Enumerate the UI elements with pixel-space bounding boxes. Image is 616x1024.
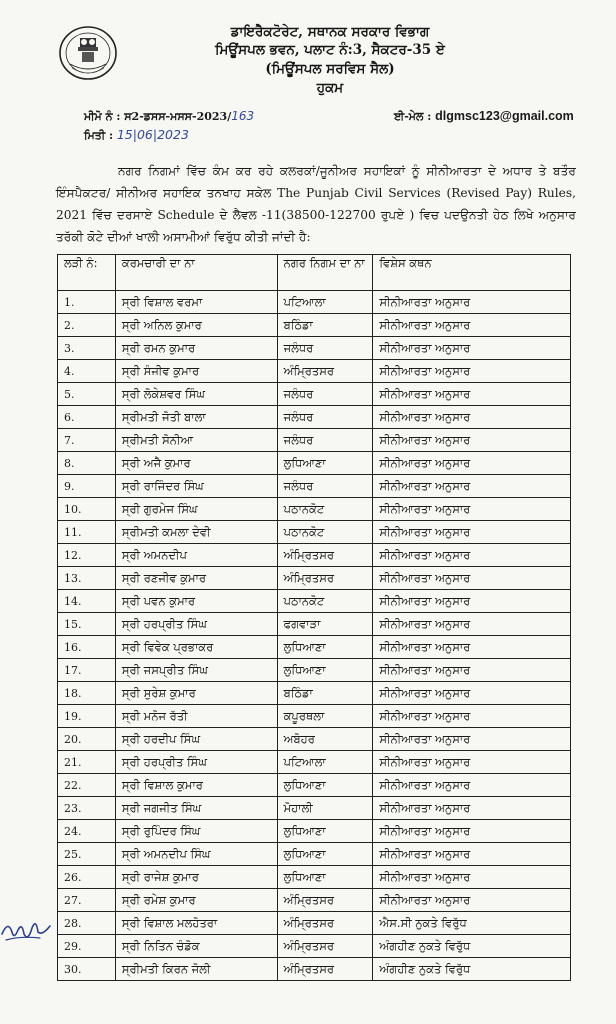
corporation-cell: ਲੁਧਿਆਣਾ: [277, 774, 373, 797]
remarks-cell: ਸੀਨੀਆਰਤਾ ਅਨੁਸਾਰ: [373, 797, 571, 820]
serial-cell: 23.: [58, 797, 116, 820]
employee-name-cell: ਸ੍ਰੀ ਅਜੈ ਕੁਮਾਰ: [115, 452, 277, 475]
employee-name-cell: ਸ੍ਰੀ ਮਨੋਜ ਰੱਤੀ: [115, 705, 277, 728]
serial-cell: 28.: [58, 912, 116, 935]
corporation-cell: ਪਠਾਨਕੋਟ: [277, 590, 373, 613]
corporation-cell: ਜਲੰਧਰ: [277, 406, 373, 429]
table-row: [58, 521, 571, 544]
remarks-cell: ਅੰਗਹੀਣ ਨੁਕਤੇ ਵਿਰੁੱਧ: [373, 958, 571, 981]
remarks-cell: ਸੀਨੀਆਰਤਾ ਅਨੁਸਾਰ: [373, 498, 571, 521]
table-row: [58, 544, 571, 567]
table-row: [58, 360, 571, 383]
state-emblem-icon: [58, 24, 118, 82]
remarks-cell: ਸੀਨੀਆਰਤਾ ਅਨੁਸਾਰ: [373, 705, 571, 728]
employee-name-cell: ਸ੍ਰੀਮਤੀ ਕਮਲਾ ਦੇਵੀ: [115, 521, 277, 544]
header-department: ਡਾਇਰੈਕਟੋਰੇਟ, ਸਥਾਨਕ ਸਰਕਾਰ ਵਿਭਾਗ: [230, 24, 430, 40]
corporation-cell: ਅੰਮ੍ਰਿਤਸਰ: [277, 360, 373, 383]
serial-cell: 30.: [58, 958, 116, 981]
remarks-cell: ਸੀਨੀਆਰਤਾ ਅਨੁਸਾਰ: [373, 889, 571, 912]
serial-cell: 29.: [58, 935, 116, 958]
employee-name-cell: ਸ੍ਰੀ ਨਿਤਿਨ ਚੰਡੋਕ: [115, 935, 277, 958]
header-remarks: ਵਿਸ਼ੇਸ ਕਥਨ: [373, 255, 571, 291]
remarks-cell: ਸੀਨੀਆਰਤਾ ਅਨੁਸਾਰ: [373, 521, 571, 544]
header-employee-name: ਕਰਮਚਾਰੀ ਦਾ ਨਾ: [115, 255, 277, 291]
serial-cell: 8.: [58, 452, 116, 475]
remarks-cell: ਸੀਨੀਆਰਤਾ ਅਨੁਸਾਰ: [373, 406, 571, 429]
date-handwritten: 15|06|2023: [116, 127, 189, 142]
serial-cell: 5.: [58, 383, 116, 406]
serial-cell: 15.: [58, 613, 116, 636]
corporation-cell: ਬਠਿੰਡਾ: [277, 314, 373, 337]
employee-name-cell: ਸ੍ਰੀ ਹਰਪ੍ਰੀਤ ਸਿੰਘ: [115, 613, 277, 636]
employee-name-cell: ਸ੍ਰੀ ਹਰਦੀਪ ਸਿੰਘ: [115, 728, 277, 751]
employee-name-cell: ਸ੍ਰੀ ਵਿਸ਼ਾਲ ਕੁਮਾਰ: [115, 774, 277, 797]
table-row: [58, 659, 571, 682]
employee-name-cell: ਸ੍ਰੀ ਰਮੇਸ਼ ਕੁਮਾਰ: [115, 889, 277, 912]
table-row: [58, 866, 571, 889]
table-row: [58, 337, 571, 360]
table-row: [58, 636, 571, 659]
serial-cell: 9.: [58, 475, 116, 498]
table-row: [58, 498, 571, 521]
table-row: [58, 843, 571, 866]
corporation-cell: ਫਗਵਾੜਾ: [277, 613, 373, 636]
employee-name-cell: ਸ੍ਰੀ ਵਿਵੇਕ ਪ੍ਰਭਾਕਰ: [115, 636, 277, 659]
employee-name-cell: ਸ੍ਰੀ ਸੰਜੀਵ ਕੁਮਾਰ: [115, 360, 277, 383]
corporation-cell: ਅੰਮ੍ਰਿਤਸਰ: [277, 544, 373, 567]
table-row: [58, 728, 571, 751]
remarks-cell: ਸੀਨੀਆਰਤਾ ਅਨੁਸਾਰ: [373, 314, 571, 337]
table-row: [58, 291, 571, 314]
table-row: [58, 383, 571, 406]
corporation-cell: ਜਲੰਧਰ: [277, 475, 373, 498]
employee-name-cell: ਸ੍ਰੀ ਹਰਪ੍ਰੀਤ ਸਿੰਘ: [115, 751, 277, 774]
memo-label: ਮੀਮੋ ਨੰ : ਸ2-ਡਸਸ-ਮਸਸ-2023/: [84, 110, 232, 123]
date-label: ਮਿਤੀ :: [84, 129, 117, 142]
serial-cell: 22.: [58, 774, 116, 797]
corporation-cell: ਲੁਧਿਆਣਾ: [277, 452, 373, 475]
serial-cell: 4.: [58, 360, 116, 383]
employee-name-cell: ਸ੍ਰੀ ਲੋਕੇਸ਼ਵਰ ਸਿੰਘ: [115, 383, 277, 406]
serial-cell: 25.: [58, 843, 116, 866]
memo-date: [84, 127, 189, 143]
table-row: [58, 705, 571, 728]
table-row: [58, 751, 571, 774]
serial-cell: 7.: [58, 429, 116, 452]
header-cell: (ਮਿਊਂਸਪਲ ਸਰਵਿਸ ਸੈਲ): [265, 61, 395, 77]
promotion-table: [57, 254, 571, 981]
remarks-cell: ਸੀਨੀਆਰਤਾ ਅਨੁਸਾਰ: [373, 613, 571, 636]
employee-name-cell: ਸ੍ਰੀ ਸੁਰੇਸ਼ ਕੁਮਾਰ: [115, 682, 277, 705]
table-row: [58, 613, 571, 636]
corporation-cell: ਕਪੂਰਥਲਾ: [277, 705, 373, 728]
employee-name-cell: ਸ੍ਰੀ ਵਿਸ਼ਾਲ ਵਰਮਾ: [115, 291, 277, 314]
serial-cell: 18.: [58, 682, 116, 705]
corporation-cell: ਲੁਧਿਆਣਾ: [277, 636, 373, 659]
serial-cell: 1.: [58, 291, 116, 314]
employee-name-cell: ਸ੍ਰੀ ਵਿਸ਼ਾਲ ਮਲਹੋਤਰਾ: [115, 912, 277, 935]
email-label: ਈ-ਮੇਲ :: [394, 110, 436, 123]
corporation-cell: ਲੁਧਿਆਣਾ: [277, 659, 373, 682]
corporation-cell: ਲੁਧਿਆਣਾ: [277, 866, 373, 889]
remarks-cell: ਸੀਨੀਆਰਤਾ ਅਨੁਸਾਰ: [373, 360, 571, 383]
corporation-cell: ਪਟਿਆਲਾ: [277, 291, 373, 314]
table-row: [58, 429, 571, 452]
table-row: [58, 774, 571, 797]
corporation-cell: ਅੰਮ੍ਰਿਤਸਰ: [277, 935, 373, 958]
remarks-cell: ਸੀਨੀਆਰਤਾ ਅਨੁਸਾਰ: [373, 383, 571, 406]
table-row: [58, 590, 571, 613]
corporation-cell: ਅੰਮ੍ਰਿਤਸਰ: [277, 958, 373, 981]
serial-cell: 21.: [58, 751, 116, 774]
serial-cell: 27.: [58, 889, 116, 912]
corporation-cell: ਮੋਹਾਲੀ: [277, 797, 373, 820]
employee-name-cell: ਸ੍ਰੀ ਅਨਿਲ ਕੁਮਾਰ: [115, 314, 277, 337]
remarks-cell: ਸੀਨੀਆਰਤਾ ਅਨੁਸਾਰ: [373, 544, 571, 567]
remarks-cell: ਸੀਨੀਆਰਤਾ ਅਨੁਸਾਰ: [373, 751, 571, 774]
employee-name-cell: ਸ੍ਰੀ ਜਗਜੀਤ ਸਿੰਘ: [115, 797, 277, 820]
email-address: dlgmsc123@gmail.com: [435, 109, 574, 123]
corporation-cell: ਅੰਮ੍ਰਿਤਸਰ: [277, 889, 373, 912]
remarks-cell: ਸੀਨੀਆਰਤਾ ਅਨੁਸਾਰ: [373, 590, 571, 613]
table-row: [58, 475, 571, 498]
serial-cell: 10.: [58, 498, 116, 521]
corporation-cell: ਲੁਧਿਆਣਾ: [277, 843, 373, 866]
employee-name-cell: ਸ੍ਰੀ ਰਾਜਿੰਦਰ ਸਿੰਘ: [115, 475, 277, 498]
corporation-cell: ਪਠਾਨਕੋਟ: [277, 521, 373, 544]
serial-cell: 2.: [58, 314, 116, 337]
serial-cell: 13.: [58, 567, 116, 590]
employee-name-cell: ਸ੍ਰੀ ਰਮਨ ਕੁਮਾਰ: [115, 337, 277, 360]
corporation-cell: ਅੰਮ੍ਰਿਤਸਰ: [277, 912, 373, 935]
serial-cell: 3.: [58, 337, 116, 360]
serial-cell: 11.: [58, 521, 116, 544]
email-line: [394, 109, 574, 124]
corporation-cell: ਜਲੰਧਰ: [277, 337, 373, 360]
employee-name-cell: ਸ੍ਰੀ ਜਸਪ੍ਰੀਤ ਸਿੰਘ: [115, 659, 277, 682]
employee-name-cell: ਸ੍ਰੀ ਅਮਨਦੀਪ: [115, 544, 277, 567]
remarks-cell: ਸੀਨੀਆਰਤਾ ਅਨੁਸਾਰ: [373, 475, 571, 498]
table-row: [58, 889, 571, 912]
table-row: [58, 452, 571, 475]
corporation-cell: ਪਠਾਨਕੋਟ: [277, 498, 373, 521]
serial-cell: 20.: [58, 728, 116, 751]
corporation-cell: ਬਠਿੰਡਾ: [277, 682, 373, 705]
serial-cell: 24.: [58, 820, 116, 843]
handwritten-signature: [0, 912, 54, 948]
employee-name-cell: ਸ੍ਰੀਮਤੀ ਕਿਰਨ ਜੋਲੀ: [115, 958, 277, 981]
employee-name-cell: ਸ੍ਰੀ ਗੁਰਮੇਜ ਸਿੰਘ: [115, 498, 277, 521]
remarks-cell: ਐਸ.ਸੀ ਨੁਕਤੇ ਵਿਰੁੱਧ: [373, 912, 571, 935]
remarks-cell: ਸੀਨੀਆਰਤਾ ਅਨੁਸਾਰ: [373, 291, 571, 314]
header-corporation: ਨਗਰ ਨਿਗਮ ਦਾ ਨਾ: [277, 255, 373, 291]
remarks-cell: ਸੀਨੀਆਰਤਾ ਅਨੁਸਾਰ: [373, 866, 571, 889]
order-body: [56, 160, 576, 248]
corporation-cell: ਅੰਮ੍ਰਿਤਸਰ: [277, 567, 373, 590]
serial-cell: 26.: [58, 866, 116, 889]
remarks-cell: ਅੰਗਹੀਣ ਨੁਕਤੇ ਵਿਰੁੱਧ: [373, 935, 571, 958]
header-address: ਮਿਊਂਸਪਲ ਭਵਨ, ਪਲਾਟ ਨੰ:3, ਸੈਕਟਰ-35 ਏ: [215, 42, 445, 58]
table-row: [58, 797, 571, 820]
remarks-cell: ਸੀਨੀਆਰਤਾ ਅਨੁਸਾਰ: [373, 636, 571, 659]
table-row: [58, 820, 571, 843]
corporation-cell: ਜਲੰਧਰ: [277, 383, 373, 406]
serial-cell: 16.: [58, 636, 116, 659]
corporation-cell: ਪਟਿਆਲਾ: [277, 751, 373, 774]
employee-name-cell: ਸ੍ਰੀਮਤੀ ਸੋਨੀਆ: [115, 429, 277, 452]
serial-cell: 19.: [58, 705, 116, 728]
table-row: [58, 958, 571, 981]
table-header-row: [58, 255, 571, 291]
serial-cell: 12.: [58, 544, 116, 567]
employee-name-cell: ਸ੍ਰੀ ਪਵਨ ਕੁਮਾਰ: [115, 590, 277, 613]
table-row: [58, 682, 571, 705]
table-row: [58, 935, 571, 958]
memo-handwritten-number: 163: [231, 109, 255, 123]
remarks-cell: ਸੀਨੀਆਰਤਾ ਅਨੁਸਾਰ: [373, 682, 571, 705]
remarks-cell: ਸੀਨੀਆਰਤਾ ਅਨੁਸਾਰ: [373, 774, 571, 797]
header-order: ਹੁਕਮ: [316, 80, 344, 96]
serial-cell: 6.: [58, 406, 116, 429]
remarks-cell: ਸੀਨੀਆਰਤਾ ਅਨੁਸਾਰ: [373, 337, 571, 360]
corporation-cell: ਲੁਧਿਆਣਾ: [277, 820, 373, 843]
serial-cell: 17.: [58, 659, 116, 682]
employee-name-cell: ਸ੍ਰੀ ਰਣਜੀਵ ਕੁਮਾਰ: [115, 567, 277, 590]
header-serial: ਲੜੀ ਨੰ:: [58, 255, 116, 291]
table-row: [58, 406, 571, 429]
memo-number: [84, 109, 254, 124]
employee-name-cell: ਸ੍ਰੀ ਰਾਜੇਸ਼ ਕੁਮਾਰ: [115, 866, 277, 889]
corporation-cell: ਅਬੋਹਰ: [277, 728, 373, 751]
employee-name-cell: ਸ੍ਰੀਮਤੀ ਜੋਤੀ ਬਾਲਾ: [115, 406, 277, 429]
remarks-cell: ਸੀਨੀਆਰਤਾ ਅਨੁਸਾਰ: [373, 659, 571, 682]
corporation-cell: ਜਲੰਧਰ: [277, 429, 373, 452]
table-row: [58, 314, 571, 337]
remarks-cell: ਸੀਨੀਆਰਤਾ ਅਨੁਸਾਰ: [373, 567, 571, 590]
remarks-cell: ਸੀਨੀਆਰਤਾ ਅਨੁਸਾਰ: [373, 452, 571, 475]
table-row: [58, 912, 571, 935]
order-body-text: ਨਗਰ ਨਿਗਮਾਂ ਵਿੱਚ ਕੰਮ ਕਰ ਰਹੇ ਕਲਰਕਾਂ/ਜੂਨੀਅਰ ਸਹਾਇਕਾਂ ਨੂੰ ਸੀਨੀਆਰਤਾ ਦੇ ਅਧਾਰ ਤੇ ਬਤੌਰ ਇੰਸਪੈਕਟਰ/ ਸੀਨੀਅਰ ਸਹਾਇਕ ਤਨਖਾਹ ਸਕੇਲ The Punjab Civil Services (Revised Pay) Rules, 2021 ਵਿੱਚ ਦਰਸਾਏ Schedule ਦੇ ਲੈਵਲ -11(38500-122700 ਰੁਪਏ ) ਵਿਚ ਪਦਉਨਤੀ ਹੇਠ ਲਿਖੇ ਅਨੁਸਾਰ ਤਰੱਕੀ ਕੋਟੇ ਦੀਆਂ ਖਾਲੀ ਅਸਾਮੀਆਂ ਵਿਰੁੱਧ ਕੀਤੀ ਜਾਂਦੀ ਹੈ:: [56, 164, 576, 244]
table-row: [58, 567, 571, 590]
employee-name-cell: ਸ੍ਰੀ ਅਮਨਦੀਪ ਸਿੰਘ: [115, 843, 277, 866]
remarks-cell: ਸੀਨੀਆਰਤਾ ਅਨੁਸਾਰ: [373, 843, 571, 866]
remarks-cell: ਸੀਨੀਆਰਤਾ ਅਨੁਸਾਰ: [373, 728, 571, 751]
serial-cell: 14.: [58, 590, 116, 613]
employee-name-cell: ਸ੍ਰੀ ਰੁਪਿੰਦਰ ਸਿੰਘ: [115, 820, 277, 843]
remarks-cell: ਸੀਨੀਆਰਤਾ ਅਨੁਸਾਰ: [373, 429, 571, 452]
table-body: [58, 291, 571, 981]
remarks-cell: ਸੀਨੀਆਰਤਾ ਅਨੁਸਾਰ: [373, 820, 571, 843]
